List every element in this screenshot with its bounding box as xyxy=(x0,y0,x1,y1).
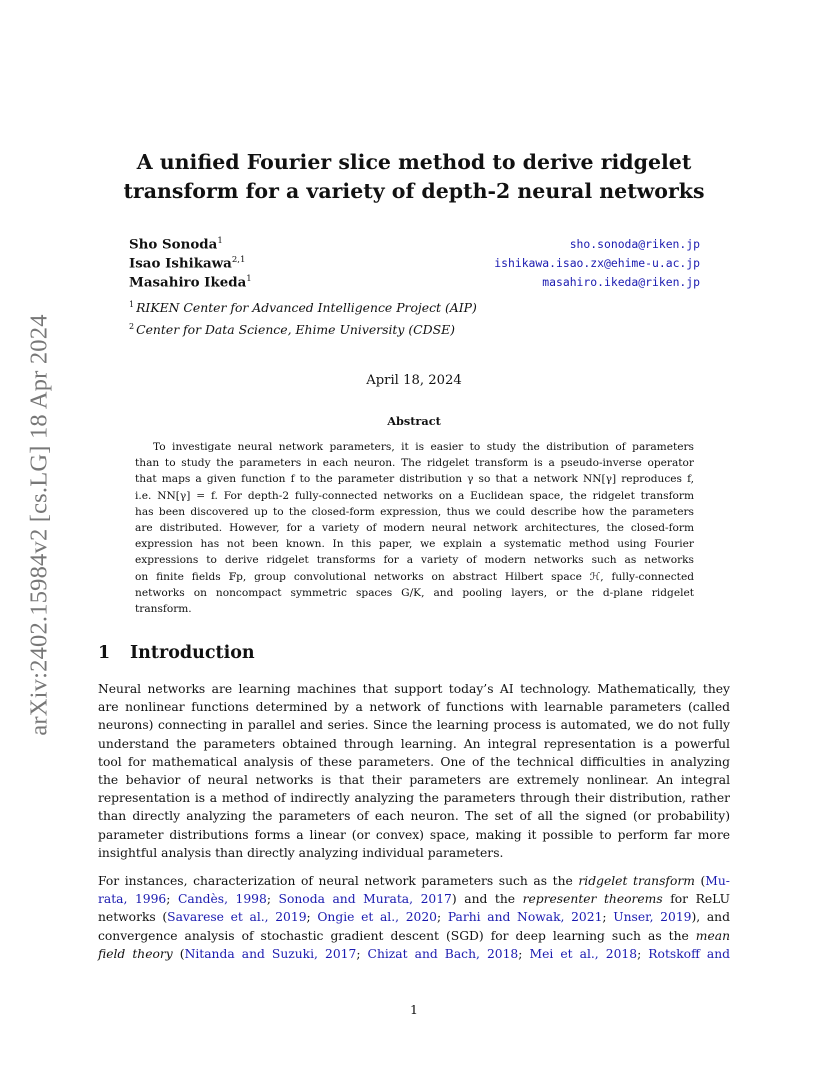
abstract-line: transform. xyxy=(135,603,192,616)
citation-link[interactable]: Parhi and Nowak, 2021 xyxy=(447,910,603,925)
paragraph-line: are nonlinear functions determined by a network of functions with learnable parameters (called xyxy=(98,700,730,715)
author-name: Masahiro Ikeda$^1$ xyxy=(129,274,252,291)
paragraph-line: Neural networks are learning machines that support today’s AI technology. Mathematically, they xyxy=(98,682,730,696)
citation-link[interactable]: Chizat and Bach, 2018 xyxy=(367,946,519,961)
paragraph-line: representation is a method of indirectly analyzing the parameters through their distribution, rather xyxy=(98,791,730,806)
author-email-link[interactable]: ishikawa.isao.zx@ehime-u.ac.jp xyxy=(494,256,700,271)
affiliation: $^2$ Center for Data Science, Ehime University (CDSE) xyxy=(129,322,455,338)
abstract-line: on finite fields 𝔽p, group convolutional networks on abstract Hilbert space ℋ, fully-connected xyxy=(135,570,694,583)
page-number: 1 xyxy=(410,1002,418,1017)
abstract-body xyxy=(135,439,694,617)
author-affiliation-mark: 1 xyxy=(246,274,252,284)
section-title: Introduction xyxy=(130,643,255,663)
paragraph-line: the behavior of neural networks is that their parameters are extremely nonlinear. An integral xyxy=(98,773,730,788)
author-name: Isao Ishikawa$^{2,1}$ xyxy=(129,255,246,272)
section-heading xyxy=(98,643,255,663)
abstract-line: expression has not been known. In this paper, we explain a systematic method using Fourier xyxy=(135,538,694,551)
citation-link[interactable]: Savarese et al., 2019 xyxy=(167,910,307,925)
citation-link[interactable]: Mu- xyxy=(705,874,730,888)
author-email-link[interactable]: sho.sonoda@riken.jp xyxy=(569,237,700,252)
author-affiliation-mark: 2,1 xyxy=(231,255,246,265)
citation-link[interactable]: rata, 1996 xyxy=(98,892,167,907)
paragraph-line: parameter distributions forms a linear (or convex) space, making it possible to perform far more xyxy=(98,827,730,842)
author-affiliation-mark: 1 xyxy=(217,236,223,246)
author-row xyxy=(129,274,700,293)
author-name: Sho Sonoda$^1$ xyxy=(129,236,223,253)
paragraph-line: tool for mathematical analysis of these parameters. One of the technical difficulties in analyzing xyxy=(98,754,730,769)
paragraph-line: than directly analyzing the parameters of each neuron. The set of all the signed (or probability) xyxy=(98,809,730,824)
publication-date: April 18, 2024 xyxy=(366,373,462,388)
intro-paragraph xyxy=(98,680,730,862)
section-number: 1 xyxy=(98,643,111,663)
abstract-line: To investigate neural network parameters, it is easier to study the distribution of parameters xyxy=(153,441,694,453)
arxiv-identifier: arXiv:2402.15984v2 [cs.LG] 18 Apr 2024 xyxy=(26,314,54,736)
citation-link[interactable]: Unser, 2019 xyxy=(613,910,692,925)
citation-link[interactable]: Nitanda and Suzuki, 2017 xyxy=(184,946,357,961)
abstract-line: has been discovered up to the closed-form expression, thus we could describe how the parameters xyxy=(135,505,694,518)
paragraph-line: For instances, characterization of neural network parameters such as the ridgelet transform (Mu- xyxy=(98,874,730,888)
author-block xyxy=(129,236,700,293)
abstract-line: i.e. NN[γ] = f. For depth-2 fully-connected networks on a Euclidean space, the ridgelet transform xyxy=(135,489,694,502)
abstract-line: than to study the parameters in each neuron. The ridgelet transform is a pseudo-inverse operator xyxy=(135,457,694,470)
citation-link[interactable]: Sonoda and Murata, 2017 xyxy=(278,892,452,907)
citation-link[interactable]: Ongie et al., 2020 xyxy=(317,910,438,925)
citation-link[interactable]: Candès, 1998 xyxy=(177,892,267,907)
author-row xyxy=(129,255,700,274)
paragraph-line: field theory (Nitanda and Suzuki, 2017; Chizat and Bach, 2018; Mei et al., 2018; Rotskoff and xyxy=(98,946,730,961)
abstract-line: that maps a given function f to the parameter distribution γ so that a network NN[γ] reproduces f, xyxy=(135,473,694,486)
abstract-heading: Abstract xyxy=(387,414,441,428)
paragraph-line: insightful analysis than directly analyzing individual parameters. xyxy=(98,845,504,860)
affiliation-list xyxy=(129,295,477,339)
intro-paragraph xyxy=(98,872,730,963)
paragraph-line: convergence analysis of stochastic gradient descent (SGD) for deep learning such as the mean xyxy=(98,928,730,943)
paragraph-line: rata, 1996; Candès, 1998; Sonoda and Murata, 2017) and the representer theorems for ReLU xyxy=(98,892,730,907)
abstract-line: networks on noncompact symmetric spaces G/K, and pooling layers, or the d-plane ridgelet xyxy=(135,586,694,599)
paper-title xyxy=(98,148,730,206)
title-line: transform for a variety of depth-2 neural networks xyxy=(123,179,705,203)
title-line: A unified Fourier slice method to derive ridgelet xyxy=(136,150,692,174)
paragraph-line: understand the parameters obtained through learning. An integral representation is a powerful xyxy=(98,736,730,751)
paragraph-line: networks (Savarese et al., 2019; Ongie et al., 2020; Parhi and Nowak, 2021; Unser, 2019), and xyxy=(98,910,730,925)
paragraph-line: neurons) connecting in parallel and series. Since the learning process is automated, we do not fully xyxy=(98,718,730,733)
arxiv-identifier-stamp xyxy=(16,290,64,760)
author-row xyxy=(129,236,700,255)
affiliation: $^1$ RIKEN Center for Advanced Intelligence Project (AIP) xyxy=(129,300,477,316)
abstract-line: expressions to derive ridgelet transforms for a variety of modern networks such as networks xyxy=(135,554,694,567)
abstract-line: are distributed. However, for a variety of modern neural network architectures, the closed-form xyxy=(135,522,694,535)
citation-link[interactable]: Rotskoff and xyxy=(648,946,730,961)
author-email-link[interactable]: masahiro.ikeda@riken.jp xyxy=(542,275,700,290)
citation-link[interactable]: Mei et al., 2018 xyxy=(529,946,638,961)
